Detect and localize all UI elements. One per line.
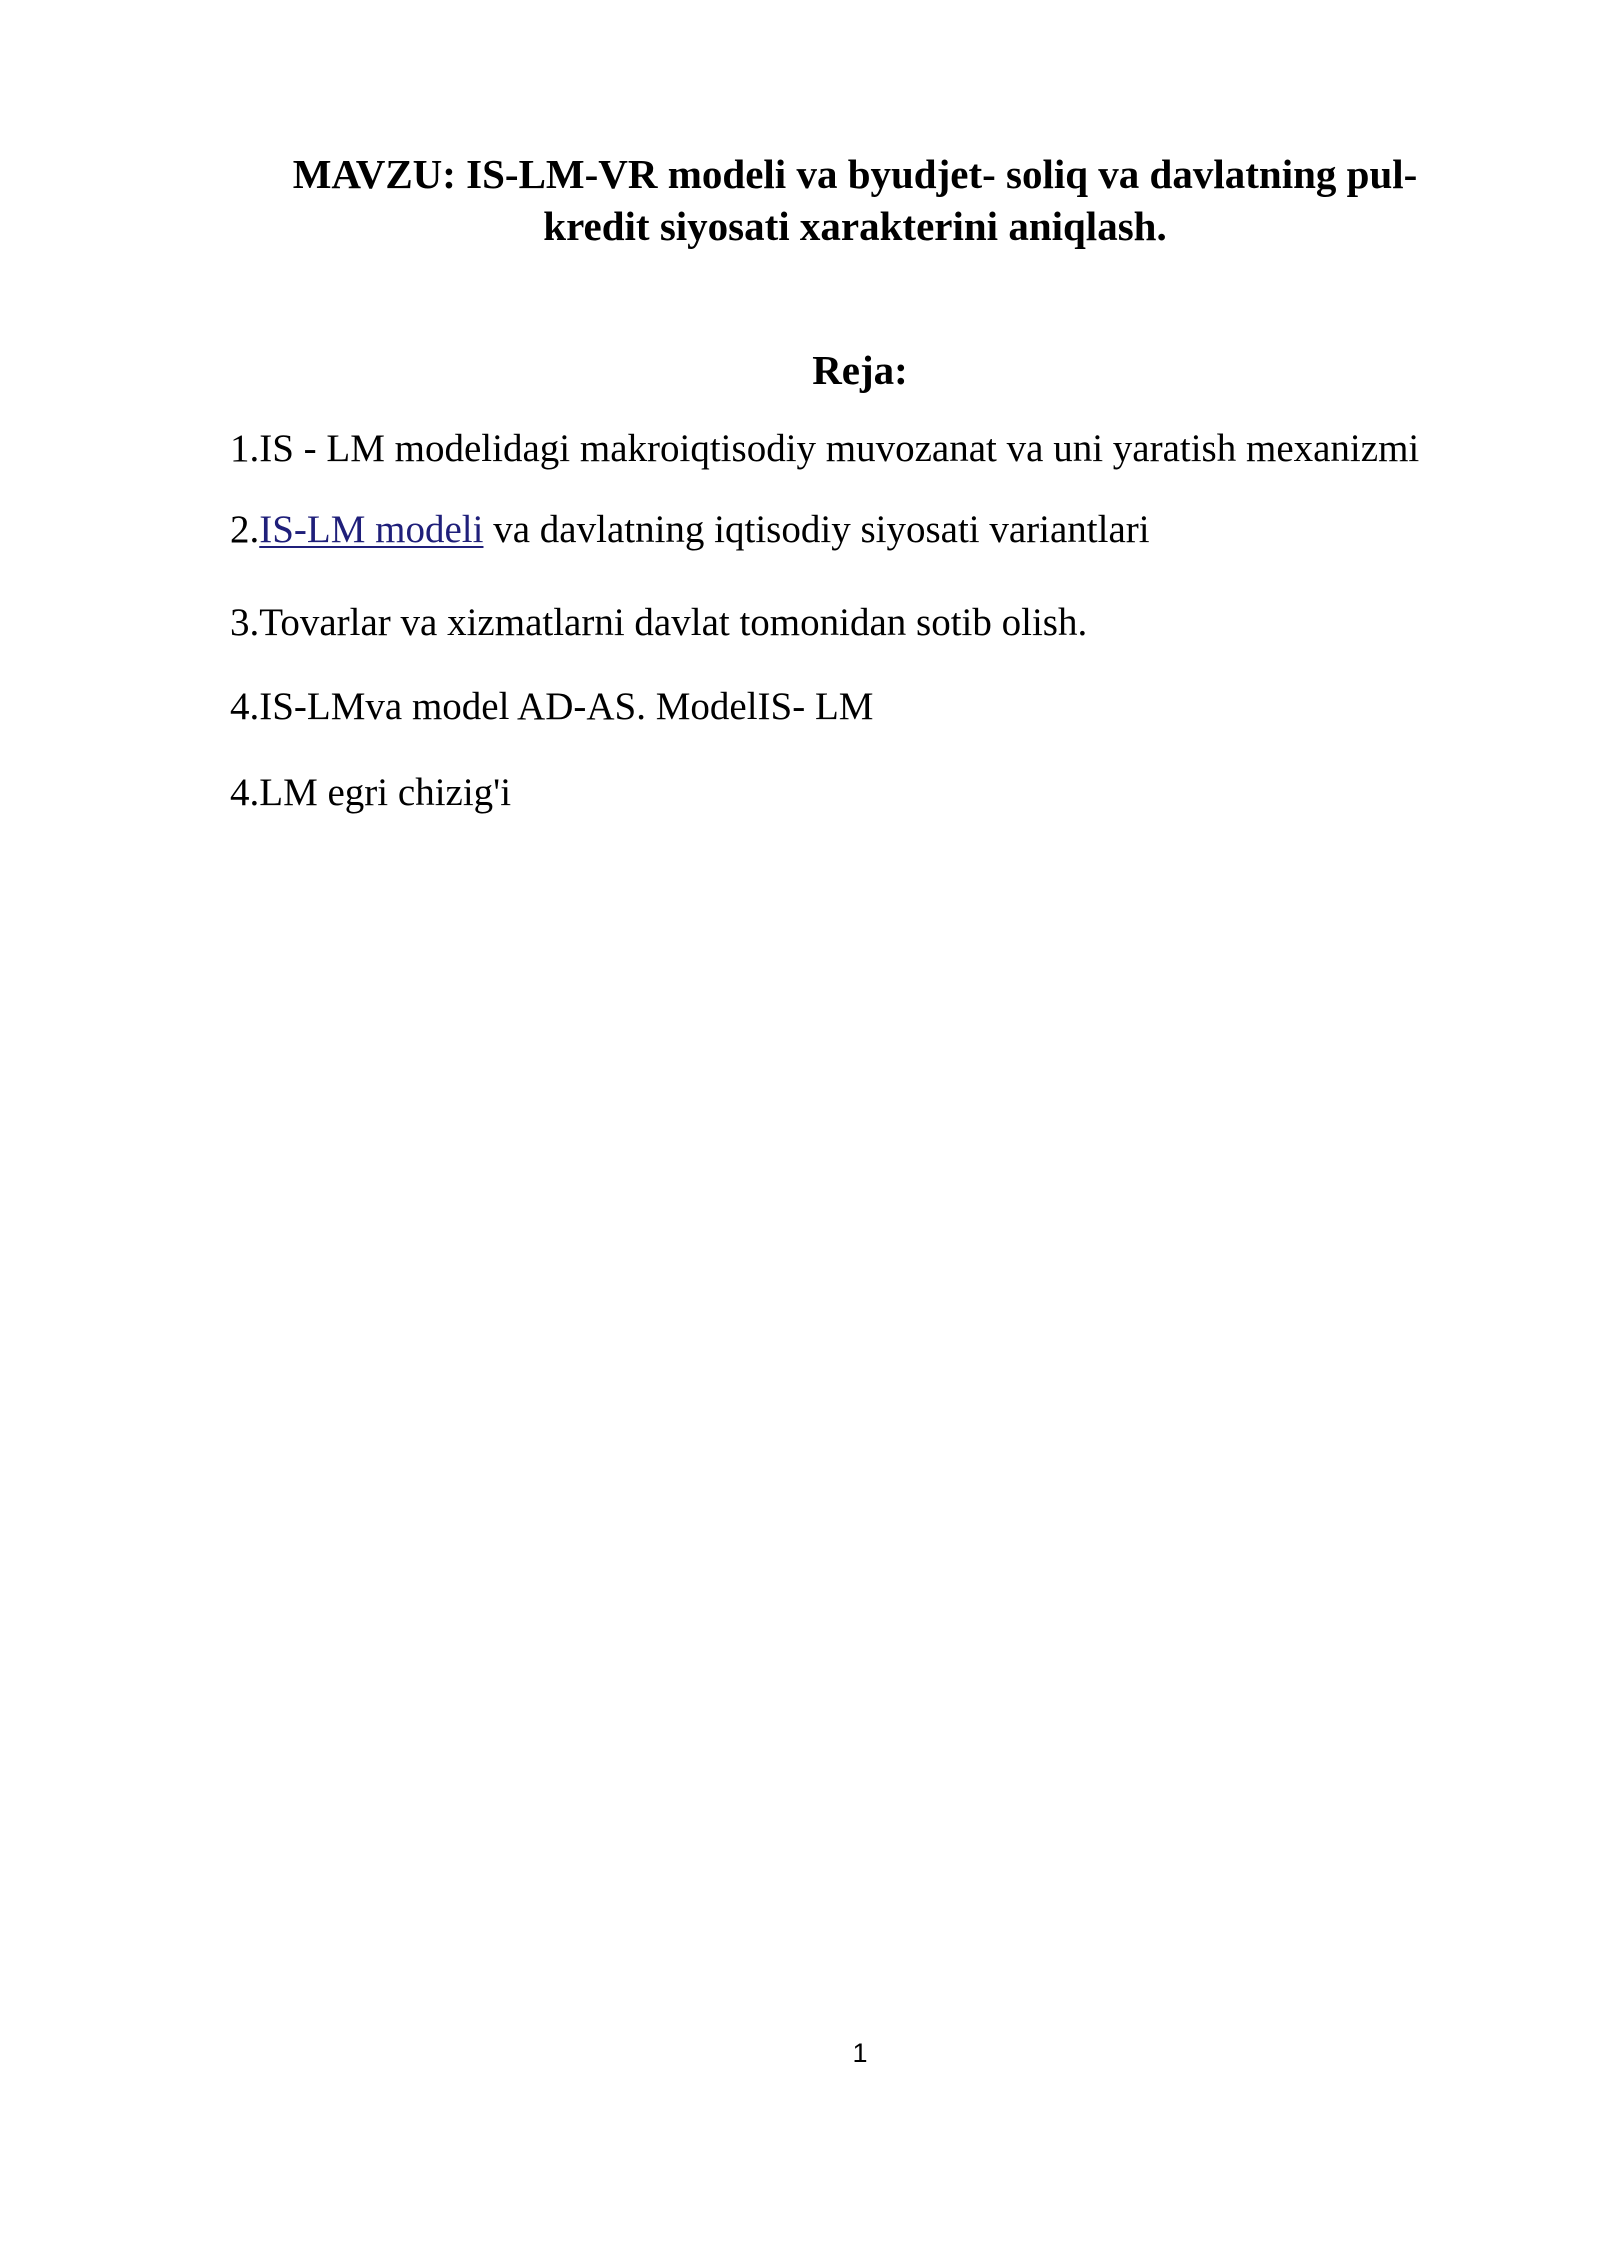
plan-item-3: 3.Tovarlar va xizmatlarni davlat tomonidan sotib olish. bbox=[230, 601, 1088, 644]
is-lm-modeli-link[interactable]: IS-LM modeli bbox=[259, 508, 484, 551]
document-title bbox=[230, 148, 1480, 252]
plan-item-2-suffix: va davlatning iqtisodiy siyosati variantlari bbox=[483, 508, 1150, 551]
title-line-1: MAVZU: IS-LM-VR modeli va byudjet- soliq va davlatning pul- bbox=[292, 151, 1418, 197]
plan-heading: Reja: bbox=[812, 347, 908, 393]
plan-item-2 bbox=[230, 505, 1150, 555]
plan-item-4: 4.IS-LMva model AD-AS. ModelIS- LM bbox=[230, 685, 874, 728]
page-number: 1 bbox=[852, 2038, 868, 2068]
plan-item-2-prefix: 2. bbox=[230, 508, 260, 551]
plan-item-5: 4.LM egri chizig'i bbox=[230, 771, 512, 814]
title-line-2: kredit siyosati xarakterini aniqlash. bbox=[543, 203, 1167, 249]
plan-item-1: 1.IS - LM modelidagi makroiqtisodiy muvozanat va uni yaratish mexanizmi bbox=[230, 427, 1420, 470]
